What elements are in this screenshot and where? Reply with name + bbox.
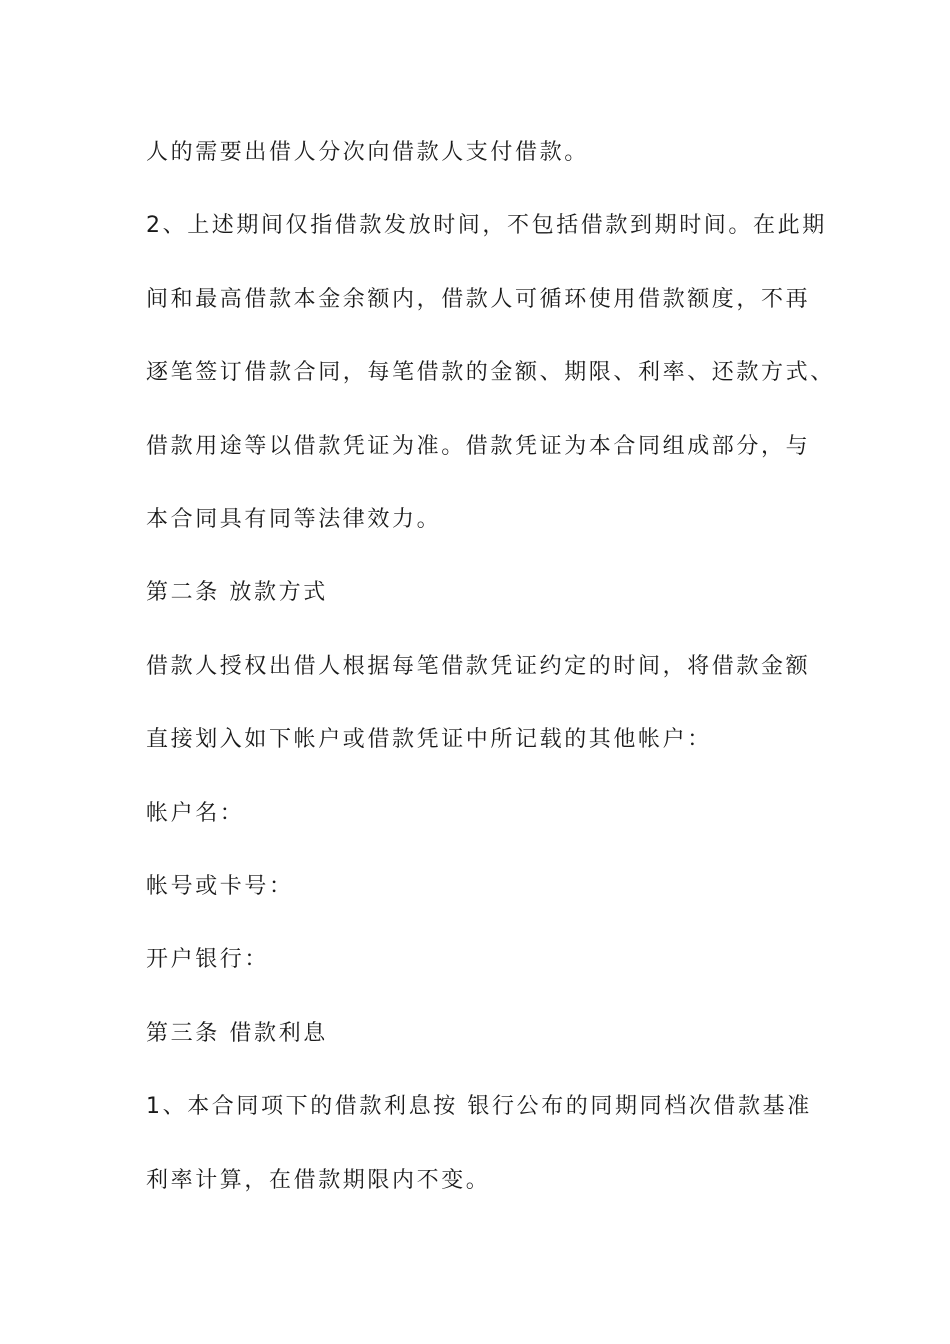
- text-line-4: 逐笔签订借款合同，每笔借款的金额、期限、利率、还款方式、: [146, 360, 835, 385]
- text-line-5: 借款用途等以借款凭证为准。借款凭证为本合同组成部分，与: [146, 434, 811, 459]
- section-heading-2: 第二条 放款方式: [146, 580, 328, 605]
- text-line-15: 利率计算，在借款期限内不变。: [146, 1168, 491, 1193]
- text-line-1: 人的需要出借人分次向借款人支付借款。: [146, 140, 589, 165]
- text-line-6: 本合同具有同等法律效力。: [146, 507, 442, 532]
- account-number-label: 帐号或卡号：: [146, 874, 294, 899]
- text-line-8: 借款人授权出借人根据每笔借款凭证约定的时间，将借款金额: [146, 654, 811, 679]
- text-line-14: 1、本合同项下的借款利息按 银行公布的同期同档次借款基准: [146, 1094, 812, 1119]
- text-line-2: 2、上述期间仅指借款发放时间，不包括借款到期时间。在此期: [146, 213, 827, 238]
- account-name-label: 帐户名：: [146, 801, 245, 826]
- text-line-9: 直接划入如下帐户或借款凭证中所记载的其他帐户：: [146, 727, 712, 752]
- bank-label: 开户银行：: [146, 947, 270, 972]
- section-heading-3: 第三条 借款利息: [146, 1021, 328, 1046]
- text-line-3: 间和最高借款本金余额内，借款人可循环使用借款额度，不再: [146, 287, 811, 312]
